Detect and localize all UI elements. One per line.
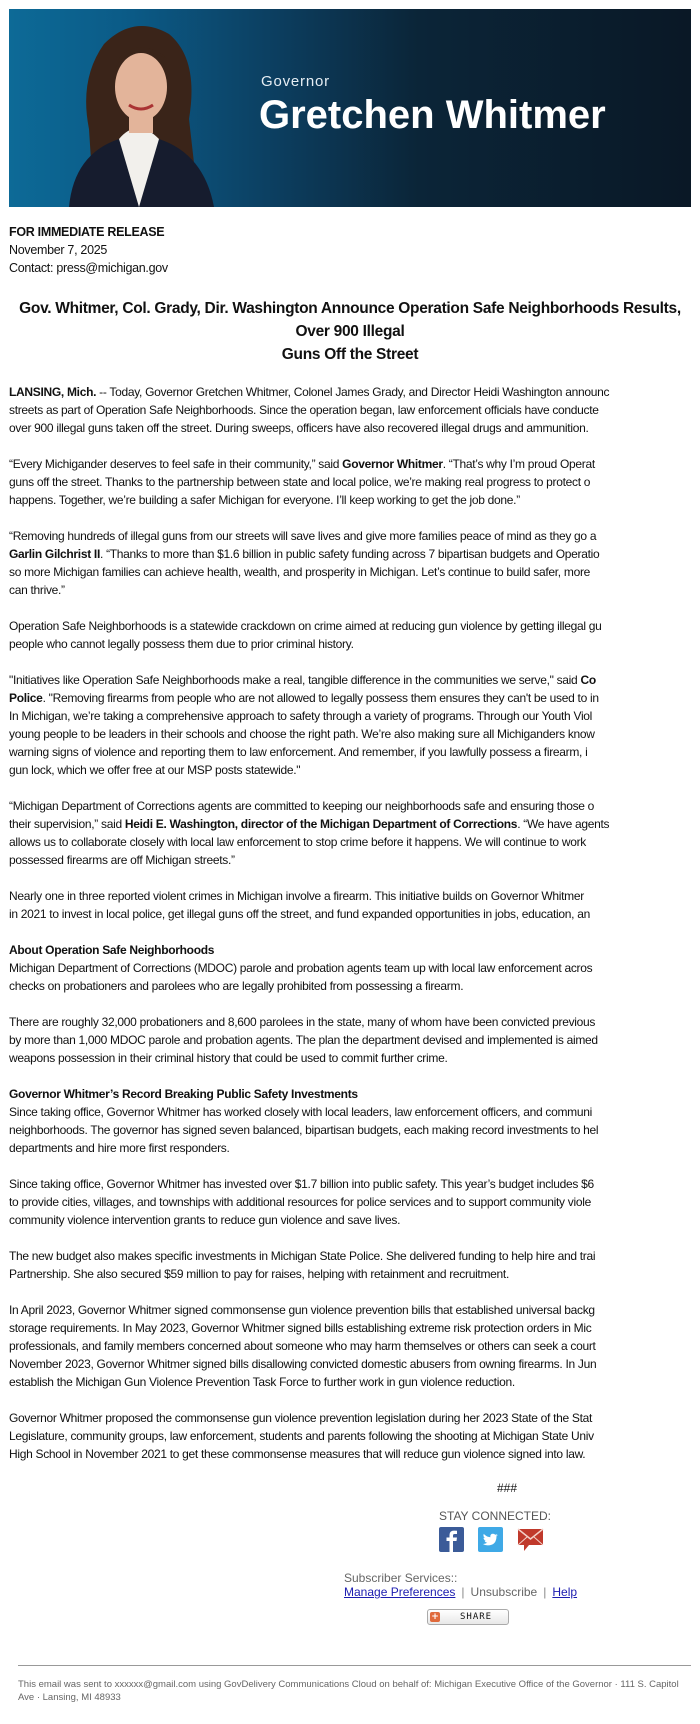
paragraph-line: community violence intervention grants to reduce gun violence and save lives.: [9, 1213, 401, 1227]
paragraph-line: can thrive.”: [9, 583, 65, 597]
paragraph-line: The new budget also makes specific investments in Michigan State Police. She delivered funding to help hire and trai: [9, 1249, 596, 1263]
paragraph-line: [9, 671, 691, 689]
paragraph-line: In April 2023, Governor Whitmer signed commonsense gun violence prevention bills that established universal backg: [9, 1303, 595, 1317]
paragraph-line: [9, 383, 691, 401]
help-link[interactable]: Help: [552, 1585, 578, 1599]
paragraph-line: [9, 545, 691, 563]
paragraph-line: neighborhoods. The governor has signed seven balanced, bipartisan budgets, each making record investments to hel: [9, 1123, 599, 1137]
header-banner: [9, 9, 691, 207]
bold-text: Governor Whitmer’s Record Breaking Public Safety Investments: [9, 1087, 358, 1101]
article-paragraph: [9, 455, 691, 509]
paragraph-line: storage requirements. In May 2023, Governor Whitmer signed bills establishing extreme risk protection orders in Mic: [9, 1321, 592, 1335]
separator: |: [461, 1585, 465, 1599]
paragraph-line: [9, 941, 691, 959]
headline-line-1: Gov. Whitmer, Col. Grady, Dir. Washington Announce Operation Safe Neighborhoods Results, Over 900 Illegal: [19, 300, 681, 340]
headline-line-2: Guns Off the Street: [281, 346, 419, 363]
bold-text: Police: [9, 691, 43, 705]
bold-text: Heidi E. Washington, director of the Michigan Department of Corrections: [124, 817, 518, 831]
paragraph-line: [9, 689, 691, 707]
paragraph-line: happens. Together, we’re building a safer Michigan for everyone. I’ll keep working to get the job done.”: [9, 493, 520, 507]
subscriber-services-label: Subscriber Services::: [344, 1571, 458, 1585]
bold-text: Governor Whitmer: [342, 457, 443, 471]
text: -- Today, Governor Gretchen Whitmer, Colonel James Grady, and Director Heidi Washington announc: [96, 385, 610, 399]
text: their supervision,” said: [9, 817, 125, 831]
share-label: SHARE: [460, 1612, 493, 1622]
paragraph-line: “Michigan Department of Corrections agents are committed to keeping our neighborhoods safe and ensuring those o: [9, 799, 595, 813]
paragraph-line: professionals, and family members concerned about someone who may harm themselves or others can seek a court: [9, 1339, 596, 1353]
headline: [9, 297, 691, 366]
bold-text: About Operation Safe Neighborhoods: [9, 943, 215, 957]
article-paragraph: [9, 1247, 691, 1283]
paragraph-line: Since taking office, Governor Whitmer has invested over $1.7 billion into public safety. This year’s budget includes $6: [9, 1177, 594, 1191]
paragraph-line: Partnership. She also secured $59 million to pay for raises, helping with retainment and recruitment.: [9, 1267, 509, 1281]
article-paragraph: [9, 1013, 691, 1067]
paragraph-line: High School in November 2021 to get these commonsense measures that will reduce gun violence signed into law.: [9, 1447, 586, 1461]
paragraph-line: [9, 815, 691, 833]
paragraph-line: Legislature, community groups, law enforcement, students and parents following the shooting at Michigan State Univ: [9, 1429, 594, 1443]
end-mark: ###: [497, 1481, 518, 1495]
paragraph-line: possessed firearms are off Michigan streets.”: [9, 853, 235, 867]
article-body: [9, 383, 691, 1463]
paragraph-line: departments and hire more first responders.: [9, 1141, 230, 1155]
footer-text: This email was sent to xxxxxx@gmail.com using GovDelivery Communications Cloud on behalf of: Michigan Executive Office of the Governor · 111 S. Capitol Ave · Lansing, MI 48933: [18, 1679, 679, 1703]
paragraph-line: over 900 illegal guns taken off the street. During sweeps, officers have also recovered illegal drugs and ammunition.: [9, 421, 589, 435]
bold-text: Garlin Gilchrist II: [9, 547, 100, 561]
paragraph-line: Nearly one in three reported violent crimes in Michigan involve a firearm. This initiative builds on Governor Whitmer: [9, 889, 584, 903]
paragraph-line: Operation Safe Neighborhoods is a statewide crackdown on crime aimed at reducing gun violence by getting illegal gu: [9, 619, 602, 633]
twitter-icon[interactable]: [478, 1527, 503, 1552]
manage-preferences-link[interactable]: Manage Preferences: [344, 1585, 456, 1599]
paragraph-line: allows us to collaborate closely with local law enforcement to stop crime before it happens. We will continue to work: [9, 835, 586, 849]
paragraph-line: Michigan Department of Corrections (MDOC) parole and probation agents team up with local law enforcement acros: [9, 961, 593, 975]
paragraph-line: There are roughly 32,000 probationers and 8,600 parolees in the state, many of whom have been convicted previous: [9, 1015, 596, 1029]
paragraph-line: streets as part of Operation Safe Neighborhoods. Since the operation began, law enforcement officials have conducte: [9, 403, 599, 417]
article-paragraph: [9, 1409, 691, 1463]
paragraph-line: people who cannot legally possess them due to prior criminal history.: [9, 637, 354, 651]
paragraph-line: In Michigan, we’re taking a comprehensive approach to safety through a variety of programs. Through our Youth Viol: [9, 709, 593, 723]
text: . “We have agents: [517, 817, 610, 831]
article-paragraph: [9, 617, 691, 653]
article-paragraph: [9, 887, 691, 923]
release-label: FOR IMMEDIATE RELEASE: [9, 225, 165, 239]
share-button[interactable]: [427, 1609, 509, 1625]
article-paragraph: [9, 1085, 691, 1157]
banner-label: Governor: [261, 73, 330, 90]
paragraph-line: warning signs of violence and reporting them to law enforcement. And remember, if you lawfully possess a firearm, i: [9, 745, 588, 759]
article-paragraph: [9, 671, 691, 779]
paragraph-line: to provide cities, villages, and townships with additional resources for police services and to support community viole: [9, 1195, 591, 1209]
text: . “That’s why I’m proud Operat: [442, 457, 595, 471]
release-date: November 7, 2025: [9, 243, 108, 257]
release-meta: [9, 223, 691, 277]
paragraph-line: in 2021 to invest in local police, get illegal guns off the street, and fund expanded opportunities in jobs, education, an: [9, 907, 590, 921]
article-paragraph: [9, 527, 691, 599]
article-paragraph: [9, 1301, 691, 1391]
paragraph-line: by more than 1,000 MDOC parole and probation agents. The plan the department devised and implemented is aimed: [9, 1033, 598, 1047]
paragraph-line: young people to be leaders in their schools and choose the right path. We’re also making sure all Michiganders know: [9, 727, 595, 741]
email-icon[interactable]: [517, 1527, 542, 1552]
contact-email: press@michigan.gov: [53, 261, 168, 275]
footer-divider: [18, 1665, 691, 1666]
article-paragraph: [9, 1175, 691, 1229]
contact-label: Contact:: [9, 261, 54, 275]
paragraph-line: gun lock, which we offer free at our MSP posts statewide.": [9, 763, 301, 777]
paragraph-line: Since taking office, Governor Whitmer has worked closely with local leaders, law enforcement officers, and communi: [9, 1105, 592, 1119]
paragraph-line: [9, 1085, 691, 1103]
paragraph-line: weapons possession in their criminal history that could be used to commit further crime.: [9, 1051, 448, 1065]
paragraph-line: checks on probationers and parolees who are legally prohibited from possessing a firearm.: [9, 979, 464, 993]
article-paragraph: [9, 383, 691, 437]
text: “Every Michigander deserves to feel safe in their community,” said: [9, 457, 343, 471]
paragraph-line: so more Michigan families can achieve health, wealth, and prosperity in Michigan. Let’s continue to build safer, more: [9, 565, 591, 579]
paragraph-line: [9, 455, 691, 473]
banner-name: Gretchen Whitmer: [259, 93, 606, 137]
bold-text: Co: [580, 673, 596, 687]
contact-line: [9, 259, 691, 277]
paragraph-line: Governor Whitmer proposed the commonsense gun violence prevention legislation during her 2023 State of the Stat: [9, 1411, 593, 1425]
paragraph-line: November 2023, Governor Whitmer signed bills disallowing convicted domestic abusers from owning firearms. In Jun: [9, 1357, 597, 1371]
paragraph-line: guns off the street. Thanks to the partnership between state and local police, we’re making real progress to protect o: [9, 475, 591, 489]
separator: |: [543, 1585, 547, 1599]
text: "Initiatives like Operation Safe Neighborhoods make a real, tangible difference in the communities we serve," said: [9, 673, 581, 687]
article-paragraph: [9, 941, 691, 995]
unsubscribe-link[interactable]: Unsubscribe: [470, 1585, 538, 1599]
text: . “Thanks to more than $1.6 billion in public safety funding across 7 bipartisan budgets and Operatio: [100, 547, 600, 561]
subscriber-links: [9, 1585, 691, 1599]
bold-text: LANSING, Mich.: [9, 385, 97, 399]
paragraph-line: establish the Michigan Gun Violence Prevention Task Force to further work in gun violence reduction.: [9, 1375, 515, 1389]
facebook-icon[interactable]: [439, 1527, 464, 1552]
article-paragraph: [9, 797, 691, 869]
plus-icon: +: [431, 1612, 439, 1622]
governor-portrait: [49, 9, 229, 207]
stay-connected-label: STAY CONNECTED:: [439, 1509, 552, 1523]
text: . "Removing firearms from people who are not allowed to legally possess them ensures they can't be used to in: [42, 691, 599, 705]
paragraph-line: “Removing hundreds of illegal guns from our streets will save lives and give more families peace of mind as they go a: [9, 529, 597, 543]
social-icons: [9, 1527, 691, 1553]
